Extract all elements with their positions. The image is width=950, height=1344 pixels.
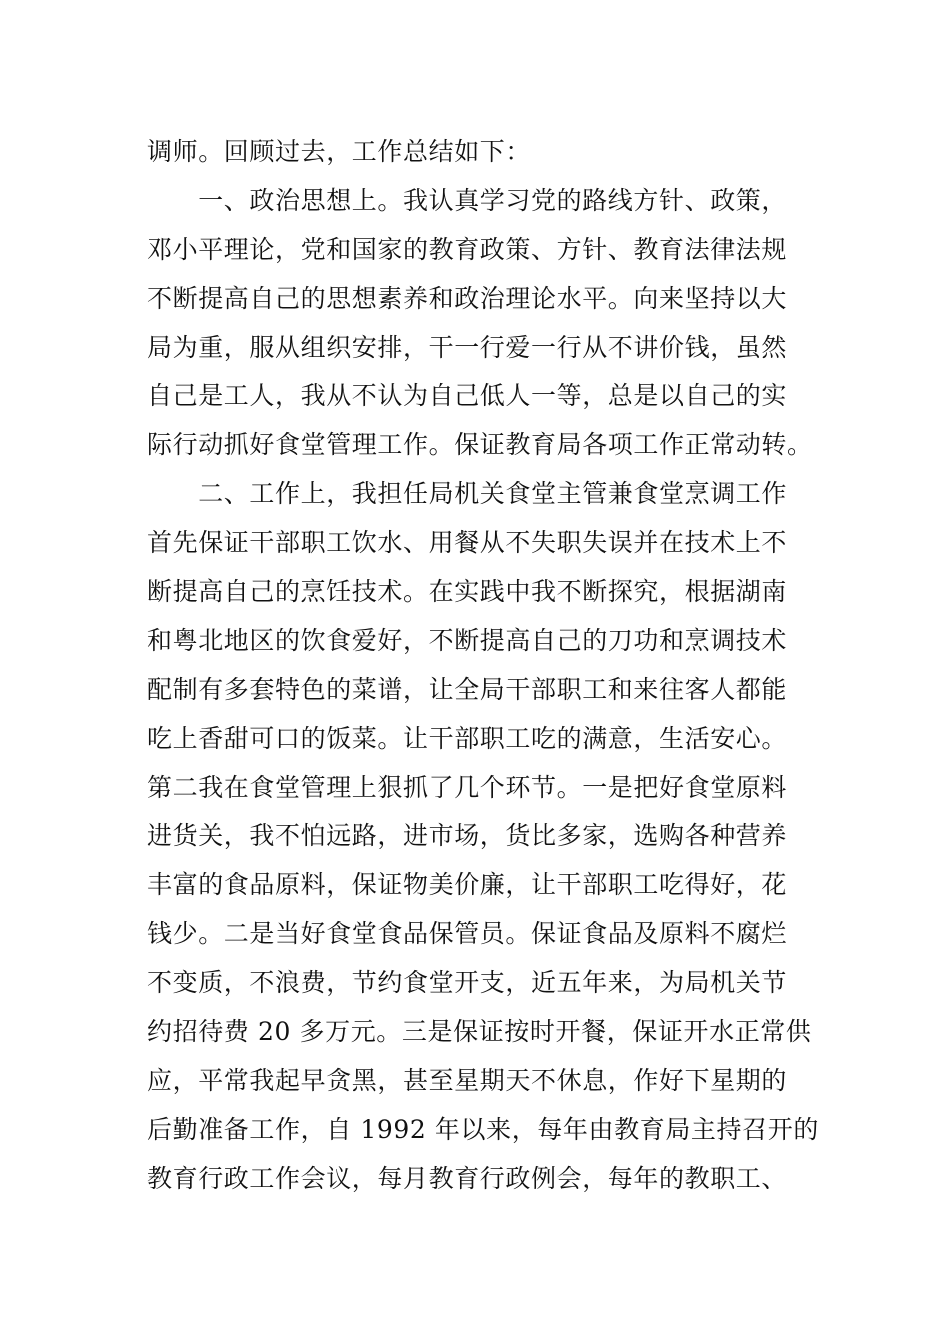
text-line: 断提高自己的烹饪技术。在实践中我不断探究，根据湖南 [147,577,788,607]
text-line: 不变质，不浪费，节约食堂开支，近五年来，为局机关节 [147,968,788,998]
text-line: 际行动抓好食堂管理工作。保证教育局各项工作正常动转。 [147,430,813,460]
text-line: 自己是工人，我从不认为自己低人一等，总是以自己的实 [147,381,788,411]
text-line: 配制有多套特色的菜谱，让全局干部职工和来往客人都能 [147,674,788,704]
body-text [147,128,819,1204]
text-line: 首先保证干部职工饮水、用餐从不失职失误并在技术上不 [147,528,788,558]
text-line: 邓小平理论，党和国家的教育政策、方针、教育法律法规 [147,234,788,264]
text-line: 第二我在食堂管理上狠抓了几个环节。一是把好食堂原料 [147,772,788,802]
text-line: 应，平常我起早贪黑，甚至星期天不休息，作好下星期的 [147,1065,788,1095]
text-line: 进货关，我不怕远路，进市场，货比多家，选购各种营养 [147,821,788,851]
text-line: 后勤准备工作，自 1992 年以来，每年由教育局主持召开的 [147,1114,819,1144]
text-line: 吃上香甜可口的饭菜。让干部职工吃的满意，生活安心。 [147,723,788,753]
text-line: 和粤北地区的饮食爱好，不断提高自己的刀功和烹调技术 [147,625,788,655]
text-line: 不断提高自己的思想素养和政治理论水平。向来坚持以大 [147,283,788,313]
text-line: 钱少。二是当好食堂食品保管员。保证食品及原料不腐烂 [147,919,788,949]
text-line: 丰富的食品原料，保证物美价廉，让干部职工吃得好，花 [147,870,788,900]
text-line: 约招待费 20 多万元。三是保证按时开餐，保证开水正常供 [147,1017,812,1047]
text-line: 调师。回顾过去，工作总结如下： [147,137,532,166]
text-line: 二、工作上，我担任局机关食堂主管兼食堂烹调工作 [147,479,788,509]
text-line: 教育行政工作会议，每月教育行政例会，每年的教职工、 [147,1163,788,1193]
text-line: 一、政治思想上。我认真学习党的路线方针、政策， [147,185,788,215]
text-line: 局为重，服从组织安排，干一行爱一行从不讲价钱，虽然 [147,332,788,362]
